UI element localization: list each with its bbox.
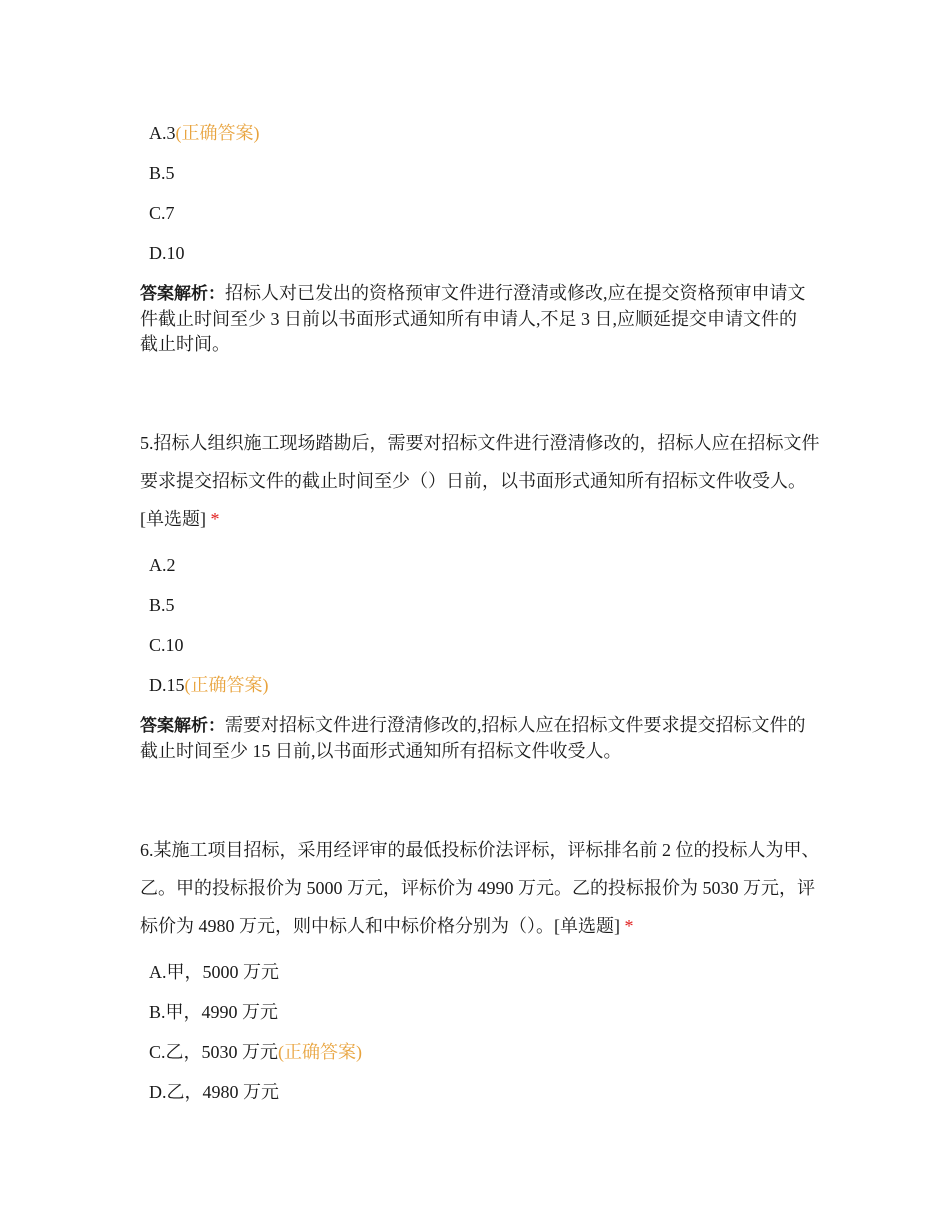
option-text: A.甲，5000 万元 bbox=[149, 962, 279, 982]
q5-option-d[interactable] bbox=[149, 673, 269, 697]
option-text: D.10 bbox=[149, 243, 185, 263]
option-text: B.5 bbox=[149, 595, 175, 615]
question-type-badge: [单选题] bbox=[140, 509, 206, 529]
analysis-text: 需要对招标文件进行澄清修改的,招标人应在招标文件要求提交招标文件的截止时间至少 15 日前,以书面形式通知所有招标文件收受人。 bbox=[140, 715, 806, 761]
q5-option-c[interactable] bbox=[149, 633, 184, 657]
question-type-badge: [单选题] bbox=[554, 916, 620, 936]
q4-option-d[interactable] bbox=[149, 241, 185, 265]
q5-option-a[interactable] bbox=[149, 553, 176, 577]
required-marker: * bbox=[210, 509, 220, 529]
question-stem: 6.某施工项目招标，采用经评审的最低投标价法评标，评标排名前 2 位的投标人为甲、乙。甲的投标报价为 5000 万元，评标价为 4990 万元。乙的投标报价为 5030 万元，评标价为 4980 万元，则中标人和中标价格分别为（）。 bbox=[140, 840, 820, 936]
analysis-label: 答案解析： bbox=[140, 284, 225, 304]
correct-answer-tag: (正确答案) bbox=[175, 123, 260, 143]
q6-option-d[interactable] bbox=[149, 1080, 279, 1104]
q5-question-text bbox=[140, 424, 820, 538]
option-text: C.7 bbox=[149, 203, 175, 223]
q6-option-b[interactable] bbox=[149, 1000, 278, 1024]
q6-option-a[interactable] bbox=[149, 960, 279, 984]
q4-option-c[interactable] bbox=[149, 201, 175, 225]
option-text: B.甲，4990 万元 bbox=[149, 1002, 279, 1022]
q6-option-c[interactable] bbox=[149, 1040, 362, 1064]
analysis-text: 招标人对已发出的资格预审文件进行澄清或修改,应在提交资格预审申请文件截止时间至少 3 日前以书面形式通知所有申请人,不足 3 日,应顺延提交申请文件的截止时间。 bbox=[140, 283, 806, 354]
correct-answer-tag: (正确答案) bbox=[184, 675, 269, 695]
option-text: C.10 bbox=[149, 635, 184, 655]
required-marker: * bbox=[624, 916, 634, 936]
correct-answer-tag: (正确答案) bbox=[278, 1042, 363, 1062]
q4-option-b[interactable] bbox=[149, 161, 175, 185]
option-text: A.2 bbox=[149, 555, 176, 575]
option-text: D.15 bbox=[149, 675, 185, 695]
q6-question-text bbox=[140, 831, 820, 945]
q4-option-a[interactable] bbox=[149, 121, 260, 145]
q5-answer-analysis bbox=[140, 713, 808, 764]
q5-option-b[interactable] bbox=[149, 593, 175, 617]
option-text: A.3 bbox=[149, 123, 176, 143]
question-stem: 5.招标人组织施工现场踏勘后，需要对招标文件进行澄清修改的，招标人应在招标文件要求提交招标文件的截止时间至少（）日前，以书面形式通知所有招标文件收受人。 bbox=[140, 433, 820, 491]
analysis-label: 答案解析： bbox=[140, 716, 225, 736]
option-text: C.乙，5030 万元 bbox=[149, 1042, 279, 1062]
option-text: B.5 bbox=[149, 163, 175, 183]
option-text: D.乙，4980 万元 bbox=[149, 1082, 279, 1102]
q4-answer-analysis bbox=[140, 281, 808, 357]
